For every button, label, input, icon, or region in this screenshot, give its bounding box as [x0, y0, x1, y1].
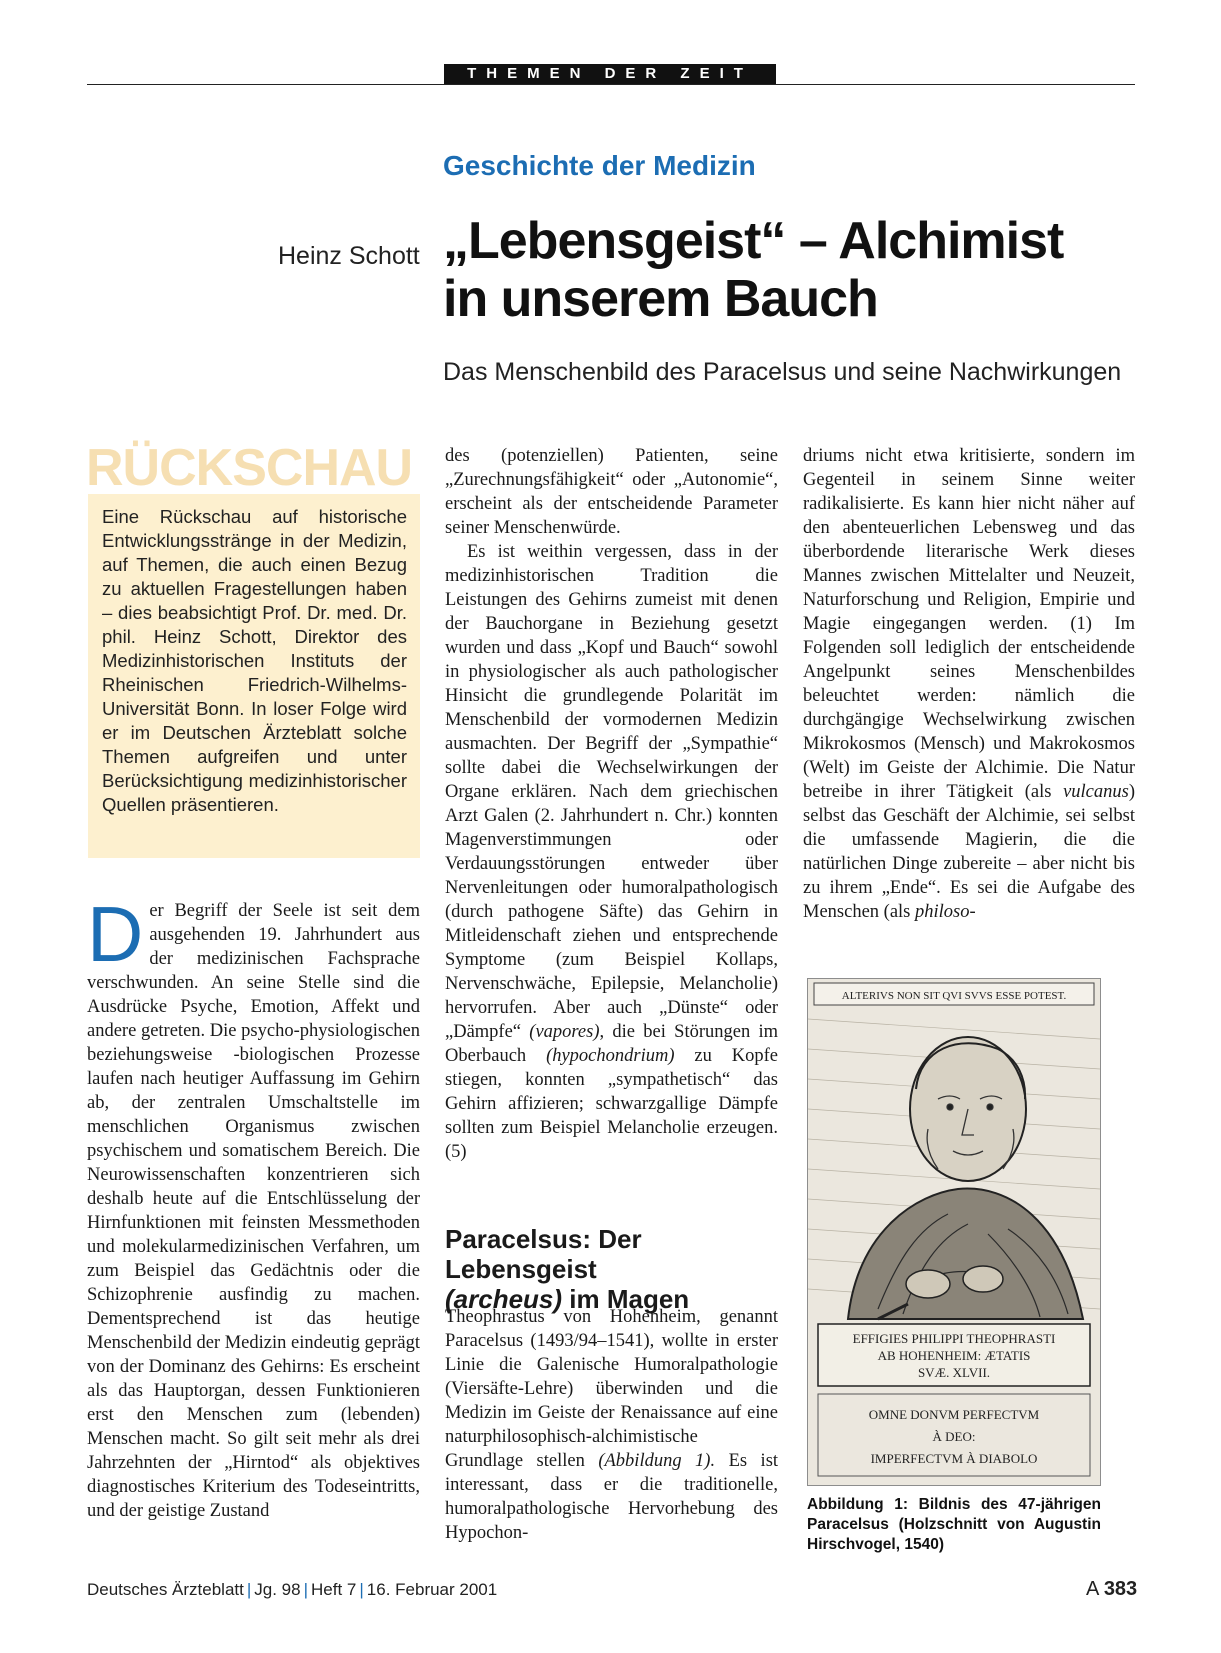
article-title — [443, 212, 1063, 328]
woodcut-motto-line-2: À DEO: — [932, 1429, 976, 1444]
footer-date: 16. Februar 2001 — [366, 1580, 498, 1599]
col2-p2-text-b: , die bei Störungen im Oberbauch — [445, 1022, 778, 1066]
col2-p2-italic-2: (hypochondrium) — [546, 1046, 675, 1066]
page-prefix: A — [1086, 1578, 1099, 1600]
woodcut-banner-text: ALTERIVS NON SIT QVI SVVS ESSE POTEST. — [841, 990, 1067, 1002]
header-rule — [87, 84, 1135, 85]
col2-p2-text-a: Es ist weithin vergessen, dass in der medizinhistorischen Tradition die Leistungen des Gehirns zumeist mit denen der Bauchorgane in Beziehung gesetzt wurden und dass „Kopf und Bauch“ sowohl in physiologischer als auch pathologischer Hinsicht die grundlegende Polarität im Menschenbild der vormodernen Medizin ausmachten. Der Begriff der „Sympathie“ sollte dabei die Wechselwirkungen der Organe erklären. Nach dem griechischen Arzt Galen (2. Jahrhundert n. Chr.) konnten Magenverstimmungen oder Verdauungsstörungen entweder über Nervenleitungen oder humoralpathologisch (durch pathogene Säfte) das Gehirn in Mitleidenschaft ziehen und entsprechende Symptome (zum Beispiel Kollaps, Nervenschwäche, Epilepsie, Melancholie) hervorrufen. Aber auch „Dünste“ oder „Dämpfe“ — [445, 542, 778, 1042]
subhead-text-a: Paracelsus: Der Lebensgeist — [445, 1224, 642, 1284]
drop-cap: D — [87, 890, 144, 978]
body-column-1 — [87, 890, 420, 1523]
author-name: Heinz Schott — [278, 242, 420, 270]
title-line-2: in unserem Bauch — [443, 270, 878, 328]
page-number — [1086, 1578, 1137, 1601]
paracelsus-woodcut-image — [807, 978, 1101, 1486]
article-subtitle: Das Menschenbild des Paracelsus und seine Nachwirkungen — [443, 358, 1122, 386]
col3-italic-2: philoso- — [915, 902, 976, 922]
woodcut-motto-line-3: IMPERFECTVM À DIABOLO — [870, 1451, 1038, 1466]
footer-volume: Jg. 98 — [254, 1580, 301, 1599]
title-line-1: „Lebensgeist“ – Alchimist — [443, 212, 1064, 270]
col2-p3-italic: (Abbildung 1). — [598, 1451, 716, 1471]
article-kicker: Geschichte der Medizin — [443, 150, 756, 181]
page-footer: Deutsches Ärzteblatt | Jg. 98 | Heft 7 | 16. Februar 2001 — [87, 1580, 498, 1599]
col3-text-a: driums nicht etwa kritisierte, sondern im Gegenteil in seinem Sinne weiter radikalisierte. Es kann hier nicht näher auf den abenteuerlichen Lebensweg und das überbordende literarische Werk dieses Mannes zwischen Mittelalter und Neuzeit, Naturforschung und Religion, Empirie und Magie eingegangen werden. (1) Im Folgenden soll lediglich der entscheidende Angelpunkt seines Menschenbildes beleuchtet werden: nämlich die durchgängige Wechselwirkung zwischen Mikrokosmos (Mensch) und Makrokosmos (Welt) im Geiste der Alchimie. Die Natur betreibe in ihrer Tätigkeit (als — [803, 446, 1135, 802]
woodcut-plaque-line-2: AB HOHENHEIM: ÆTATIS — [877, 1348, 1031, 1363]
woodcut-motto-line-1: OMNE DONVM PERFECTVM — [868, 1407, 1040, 1422]
col2-paragraph-3 — [445, 1305, 778, 1545]
body-column-2-lower — [445, 1305, 778, 1545]
woodcut-plaque-line-1: EFFIGIES PHILIPPI THEOPHRASTI — [852, 1331, 1056, 1346]
col2-p3-text-b: Es ist interessant, dass er die traditionelle, humoralpathologische Hervorhebung des Hypochon- — [445, 1451, 779, 1543]
section-subheading — [445, 1224, 785, 1314]
rueckschau-text: Eine Rückschau auf historische Entwicklungsstränge in der Medizin, auf Themen, die auch einen Bezug zu aktuellen Fragestellungen haben – dies beabsichtigt Prof. Dr. med. Dr. phil. Heinz Schott, Direktor des Medizinhistorischen Instituts der Rheinischen Friedrich-Wilhelms-Universität Bonn. In loser Folge wird er im Deutschen Ärzteblatt solche Themen aufgreifen und unter Berücksichtigung medizinhistorischer Quellen präsentieren. — [102, 506, 407, 815]
col3-paragraph — [803, 444, 1135, 924]
woodcut-illustration — [808, 979, 1100, 1485]
footer-issue: Heft 7 — [311, 1580, 357, 1599]
rueckschau-heading: RÜCKSCHAU — [86, 439, 413, 497]
page-number-value: 383 — [1103, 1578, 1138, 1600]
col3-text-b: ) selbst das Geschäft der Alchimie, sei selbst die umfassende Magierin, die die natürlichen Dinge zubereite – aber nicht bis zu ihrem „Ende“. Es sei die Aufgabe des Menschen (als — [803, 782, 1136, 922]
footer-journal: Deutsches Ärzteblatt — [87, 1580, 244, 1599]
body-column-2 — [445, 444, 778, 1164]
col1-text: er Begriff der Seele ist seit dem ausgehenden 19. Jahrhundert aus der medizinischen Fachsprache verschwunden. An seine Stelle sind die Ausdrücke Psyche, Emotion, Affekt und andere getreten. Die psycho-physiologischen beziehungsweise -biologischen Prozesse laufen nach heutiger Auffassung im Gehirn ab, der zentralen Umschaltstelle im menschlichen Organismus zwischen psychischem und somatischem Bereich. Die Neurowissenschaften konzentrieren sich deshalb heute auf die Entschlüsselung der Hirnfunktionen mit feinsten Messmethoden und molekularmedizinischen Verfahren, um zum Beispiel das Gedächtnis oder die Schizophrenie ausfindig zu machen. Dementsprechend ist das heutige Menschenbild der Medizin eindeutig geprägt von der Dominanz des Gehirns: Es erscheint als das Hauptorgan, dessen Funktionieren erst den Menschen zum (lebenden) Menschen macht. So gilt seit mehr als drei Jahrzehnten der „Hirntod“ als objektives diagnostisches Kriterium des Todeseintritts, und der geistige Zustand — [87, 901, 420, 1521]
woodcut-plaque-line-3: SVÆ. XLVII. — [917, 1365, 991, 1380]
subhead-italic: (archeus) — [445, 1284, 563, 1314]
col2-paragraph-2 — [445, 540, 778, 1164]
col3-italic-1: vulcanus — [1063, 782, 1129, 802]
figure-caption: Abbildung 1: Bildnis des 47-jährigen Paracelsus (Holzschnitt von Augustin Hirschvogel, 1540) — [807, 1496, 1101, 1553]
col2-paragraph-1: des (potenziellen) Patienten, seine „Zurechnungsfähigkeit“ oder „Autonomie“, erscheint als der entscheidende Parameter seiner Menschenwürde. — [445, 446, 778, 538]
col2-p2-italic-1: (vapores) — [529, 1022, 600, 1042]
col2-p3-text-a: Theophrastus von Hohenheim, genannt Paracelsus (1493/94–1541), wollte in erster Linie die Galenische Humoralpathologie (Viersäfte-Lehre) überwinden und die Medizin im Geiste der Renaissance auf eine naturphilosophisch-alchimistische Grundlage stellen — [445, 1307, 778, 1471]
col2-p2-text-c: zu Kopfe stiegen, konnten „sympathetisch“ das Gehirn affizieren; schwarzgallige Dämpfe sollten zum Beispiel Melancholie erzeugen. (5) — [445, 1046, 779, 1162]
body-column-3 — [803, 444, 1135, 924]
subhead-text-b: im Magen — [569, 1284, 690, 1314]
section-tag: THEMEN DER ZEIT — [444, 64, 776, 84]
